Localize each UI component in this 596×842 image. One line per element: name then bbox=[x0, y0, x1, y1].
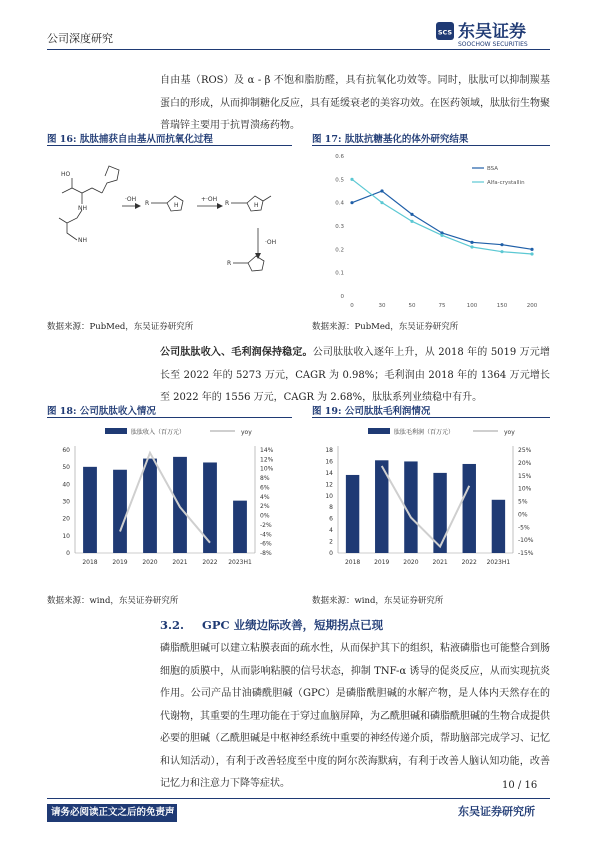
fig16-source: 数据来源：PubMed，东吴证券研究所 bbox=[47, 322, 194, 332]
fig19-y-tick: 10 bbox=[325, 492, 333, 500]
fig19-y-tick: 18 bbox=[325, 447, 333, 454]
fig18-y-tick: 20 bbox=[62, 515, 70, 523]
fig19-y2-tick: -15% bbox=[518, 550, 534, 557]
fig19-rule bbox=[312, 417, 550, 418]
fig19-legend-bar-swatch bbox=[368, 428, 390, 434]
fig17-x-tick: 30 bbox=[378, 303, 386, 309]
fig17-y-tick: 0.5 bbox=[335, 177, 344, 184]
fig17-point bbox=[350, 178, 353, 181]
fig18-y2-tick: 4% bbox=[260, 493, 270, 501]
fig18-y2-tick: 12% bbox=[260, 456, 274, 464]
fig18-yoy-line bbox=[120, 453, 210, 543]
fig17-legend-label: BSA bbox=[487, 166, 499, 172]
fig17-source: 数据来源：PubMed，东吴证券研究所 bbox=[312, 322, 459, 332]
fig17-point bbox=[500, 243, 503, 246]
fig19-x-tick: 2019 bbox=[374, 559, 390, 566]
svg-text:SCS: SCS bbox=[437, 28, 453, 37]
fig18-bar bbox=[113, 470, 127, 553]
fig18-bar bbox=[203, 462, 217, 553]
fig18-y2-tick: -6% bbox=[260, 540, 272, 548]
fig17-y-tick: 0.1 bbox=[335, 270, 344, 277]
fig19-y-tick: 16 bbox=[325, 458, 333, 466]
fig19-legend-bar-label: 肽肽毛利润（百万元） bbox=[394, 429, 455, 436]
fig17-series-line bbox=[352, 179, 532, 254]
fig19-bar bbox=[492, 500, 505, 553]
fig18-rule bbox=[47, 417, 292, 418]
svg-text:+·OH: +·OH bbox=[201, 196, 218, 203]
fig19-x-tick: 2018 bbox=[344, 559, 361, 566]
fig18-y2-tick: 14% bbox=[260, 447, 274, 454]
svg-text:NH: NH bbox=[78, 237, 87, 244]
svg-text:R: R bbox=[145, 200, 150, 207]
svg-text:SOOCHOW SECURITIES: SOOCHOW SECURITIES bbox=[458, 41, 528, 48]
fig19-y2-tick: -5% bbox=[518, 524, 530, 532]
fig18-y-tick: 60 bbox=[62, 447, 70, 454]
section-heading bbox=[160, 617, 383, 633]
fig17-x-tick: 100 bbox=[466, 303, 478, 309]
fig18-y-tick: 50 bbox=[62, 464, 70, 472]
fig16-title: 图 16: 肽肽捕获自由基从而抗氧化过程 bbox=[47, 134, 213, 145]
fig18-legend-bar-swatch bbox=[105, 428, 127, 434]
fig18-x-tick: 2018 bbox=[82, 559, 98, 566]
fig17-point bbox=[470, 245, 473, 248]
fig17-point bbox=[470, 241, 473, 244]
svg-text:东吴证券: 东吴证券 bbox=[458, 22, 526, 42]
fig18-x-tick: 2020 bbox=[142, 559, 158, 566]
svg-text:H: H bbox=[254, 202, 259, 209]
svg-text:·OH: ·OH bbox=[265, 239, 277, 246]
fig18-x-tick: 2021 bbox=[172, 559, 188, 566]
fig19-y-tick: 0 bbox=[329, 550, 333, 557]
fig17-y-tick: 0.3 bbox=[335, 224, 344, 230]
fig19-y2-tick: -10% bbox=[518, 537, 534, 545]
fig19-title: 图 19: 公司肽肽毛利润情况 bbox=[312, 406, 431, 417]
fig17-point bbox=[380, 189, 383, 192]
fig19-x-tick: 2020 bbox=[403, 559, 419, 566]
fig19-gross-profit-chart bbox=[310, 420, 555, 580]
footer-institute: 东吴证券研究所 bbox=[458, 805, 535, 818]
svg-text:NH: NH bbox=[78, 205, 87, 212]
svg-text:·OH: ·OH bbox=[125, 196, 137, 203]
disclaimer-banner: 请务必阅读正文之后的免责声明部分 bbox=[47, 804, 177, 822]
fig19-x-tick: 2022 bbox=[461, 559, 477, 566]
fig18-bar bbox=[83, 467, 97, 553]
fig17-rule bbox=[312, 145, 550, 146]
fig17-point bbox=[440, 234, 443, 237]
fig19-bar bbox=[463, 464, 476, 553]
fig17-y-tick: 0 bbox=[340, 294, 344, 300]
fig17-line-chart bbox=[312, 148, 550, 313]
fig17-point bbox=[530, 248, 533, 251]
fig19-y2-tick: 25% bbox=[518, 447, 532, 454]
fig18-y-tick: 10 bbox=[62, 532, 70, 540]
fig17-point bbox=[500, 250, 503, 253]
fig18-x-tick: 2022 bbox=[202, 559, 218, 566]
fig19-y-tick: 8 bbox=[329, 504, 333, 512]
fig19-y-tick: 4 bbox=[329, 527, 333, 535]
revenue-paragraph-body: 公司肽肽收入逐年上升，从 2018 年的 5019 万元增长至 2022 年的 5273 万元，CAGR 为 0.98%；毛利润由 2018 年的 1364 万元增长至 2022 年的 1556 万元，CAGR 为 2.68%，肽肽系列业绩稳中有升。 bbox=[160, 347, 550, 403]
fig19-y2-tick: 10% bbox=[518, 485, 532, 493]
fig18-x-tick: 2019 bbox=[112, 559, 128, 566]
fig19-source: 数据来源：wind，东吴证券研究所 bbox=[312, 596, 444, 606]
fig18-x-tick: 2023H1 bbox=[228, 559, 252, 566]
fig17-point bbox=[380, 201, 383, 204]
fig17-x-tick: 150 bbox=[496, 303, 508, 309]
fig19-x-tick: 2021 bbox=[432, 559, 448, 566]
fig17-point bbox=[350, 201, 353, 204]
svg-text:HO: HO bbox=[61, 171, 71, 178]
fig18-y-tick: 0 bbox=[66, 550, 70, 557]
fig18-title: 图 18: 公司肽肽收入情况 bbox=[47, 406, 156, 417]
fig18-y2-tick: 0% bbox=[260, 512, 270, 520]
fig18-revenue-chart bbox=[47, 420, 297, 580]
svg-text:H: H bbox=[174, 202, 179, 209]
fig17-legend-label: Alfa-crystallin bbox=[487, 180, 525, 186]
fig18-bar bbox=[233, 501, 247, 553]
fig18-y2-tick: -8% bbox=[260, 550, 272, 557]
fig16-reaction-diagram bbox=[47, 148, 292, 313]
section-title: GPC 业绩边际改善，短期拐点已现 bbox=[202, 618, 384, 632]
fig17-x-tick: 75 bbox=[438, 303, 446, 309]
fig18-y2-tick: 2% bbox=[260, 503, 270, 511]
fig18-y2-tick: -4% bbox=[260, 531, 272, 539]
section-number: 3.2. bbox=[160, 618, 185, 632]
fig16-rule bbox=[47, 145, 292, 146]
fig19-bar bbox=[346, 475, 359, 553]
fig17-point bbox=[410, 220, 413, 223]
fig19-y-tick: 2 bbox=[329, 538, 333, 546]
intro-paragraph: 自由基（ROS）及 α - β 不饱和脂肪醛，具有抗氧化功效等。同时，肽肽可以抑制羰基蛋白的形成，从而抑制糖化反应，具有延缓衰老的美容功效。在医药领域，肽肽衍生物聚普瑞锌主要用于抗胃溃疡药物。 bbox=[160, 75, 550, 131]
gpc-paragraph: 磷脂酰胆碱可以建立粘膜表面的疏水性，从而保护其下的组织，粘液磷脂也可能整合到肠细胞的质膜中，从而影响粘膜的信号状态，抑制 TNF-α 诱导的促炎反应，从而实现抗炎作用。公司产品甘油磷酰胆碱（GPC）是磷脂酰胆碱的水解产物，是人体内天然存在的代谢物，其重要的生理功能在于穿过血脑屏障，为乙酰胆碱和磷脂酰胆碱的生物合成提供必要的胆碱（乙酰胆碱是中枢神经系统中重要的神经传递介质，帮助脑部完成学习、记忆和认知活动），有利于改善轻度至中度的阿尔茨海默病，有利于改善人脑认知功能，改善记忆力和注意力下降等症状。 bbox=[160, 643, 550, 789]
fig17-point bbox=[410, 213, 413, 216]
svg-text:R: R bbox=[227, 260, 232, 267]
fig17-title: 图 17: 肽肽抗糖基化的体外研究结果 bbox=[312, 134, 469, 145]
fig18-y2-tick: 10% bbox=[260, 465, 274, 473]
page-number: 10 / 16 bbox=[502, 780, 538, 791]
fig17-x-tick: 50 bbox=[408, 303, 416, 309]
fig19-y2-tick: 5% bbox=[518, 498, 528, 506]
fig19-y2-tick: 20% bbox=[518, 459, 532, 467]
fig18-source: 数据来源：wind，东吴证券研究所 bbox=[47, 596, 179, 606]
fig19-y-tick: 14 bbox=[325, 469, 333, 477]
fig18-y-tick: 40 bbox=[62, 481, 70, 489]
revenue-paragraph-lead: 公司肽肽收入、毛利润保持稳定。 bbox=[160, 347, 313, 358]
fig19-yoy-line bbox=[382, 466, 470, 547]
svg-text:R: R bbox=[225, 200, 230, 207]
fig18-y2-tick: -2% bbox=[260, 521, 272, 529]
fig18-y2-tick: 6% bbox=[260, 484, 270, 492]
fig17-y-tick: 0.6 bbox=[335, 154, 344, 160]
fig19-y-tick: 6 bbox=[329, 515, 333, 523]
fig19-y2-tick: 0% bbox=[518, 511, 528, 519]
header-rule bbox=[47, 49, 550, 50]
fig18-y2-tick: 8% bbox=[260, 475, 270, 483]
fig18-bar bbox=[143, 459, 157, 553]
header-doc-type: 公司深度研究 bbox=[47, 32, 113, 45]
fig17-x-tick: 200 bbox=[526, 303, 538, 309]
fig18-y-tick: 30 bbox=[62, 498, 70, 506]
fig18-legend-bar-label: 肽肽收入（百万元） bbox=[131, 429, 186, 436]
fig17-x-tick: 0 bbox=[350, 303, 354, 309]
soochow-logo bbox=[436, 20, 556, 48]
footer-rule bbox=[47, 798, 550, 799]
fig19-y-tick: 12 bbox=[325, 481, 333, 489]
fig19-x-tick: 2023H1 bbox=[486, 559, 511, 566]
revenue-paragraph bbox=[160, 342, 550, 410]
fig17-point bbox=[530, 252, 533, 255]
fig18-legend-line-label: yoy bbox=[241, 429, 252, 436]
fig17-y-tick: 0.2 bbox=[335, 247, 344, 254]
fig18-bar bbox=[173, 457, 187, 553]
fig19-y2-tick: 15% bbox=[518, 472, 532, 480]
fig17-y-tick: 0.4 bbox=[335, 200, 344, 207]
fig19-legend-line-label: yoy bbox=[504, 429, 515, 436]
